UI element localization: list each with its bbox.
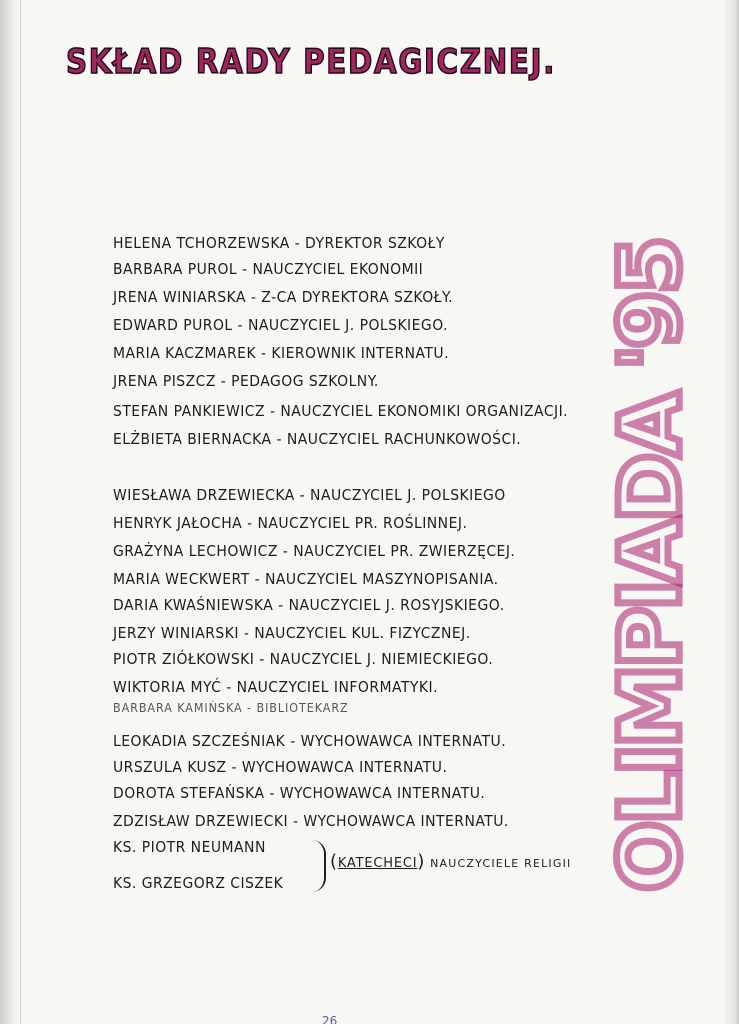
staff-row bbox=[113, 234, 445, 258]
staff-name: JRENA WINIARSKA bbox=[113, 288, 247, 306]
staff-role: NAUCZYCIEL J. POLSKIEGO bbox=[310, 486, 506, 504]
staff-name: MARIA KACZMAREK bbox=[113, 344, 257, 362]
staff-row bbox=[113, 758, 447, 782]
staff-name: HELENA TCHORZEWSKA bbox=[113, 234, 290, 252]
dash-separator: - bbox=[242, 701, 257, 715]
staff-role: NAUCZYCIEL EKONOMII bbox=[252, 260, 424, 278]
page-number: 26 bbox=[322, 1014, 338, 1024]
staff-name: JERZY WINIARSKI bbox=[113, 624, 239, 642]
staff-role: WYCHOWAWCA INTERNATU. bbox=[279, 784, 486, 802]
staff-row bbox=[113, 372, 379, 396]
staff-role: NAUCZYCIEL J. POLSKIEGO. bbox=[247, 316, 448, 334]
staff-row bbox=[113, 430, 521, 454]
paren-open: ( bbox=[330, 851, 338, 872]
dash-separator: - bbox=[277, 542, 294, 560]
stamp-text: OLIMPIADA '95 bbox=[601, 239, 699, 892]
priest-name: KS. GRZEGORZ CISZEK bbox=[113, 874, 284, 892]
dash-separator: - bbox=[273, 596, 289, 614]
staff-role: KIEROWNIK INTERNATU. bbox=[271, 344, 449, 362]
dash-separator: - bbox=[238, 624, 255, 642]
staff-role: WYCHOWAWCA INTERNATU. bbox=[241, 758, 448, 776]
staff-role: NAUCZYCIEL PR. ROŚLINNEJ. bbox=[257, 514, 468, 532]
dash-separator: - bbox=[256, 344, 272, 362]
staff-name: BARBARA PUROL bbox=[113, 260, 238, 278]
staff-role: Z-CA DYREKTORA SZKOŁY. bbox=[261, 288, 454, 306]
dash-separator: - bbox=[271, 430, 287, 448]
dash-separator: - bbox=[246, 288, 262, 306]
staff-role: NAUCZYCIEL KUL. FIZYCZNEJ. bbox=[254, 624, 471, 642]
staff-row bbox=[113, 624, 471, 648]
staff-name: JRENA PISZCZ bbox=[113, 372, 216, 390]
staff-name: HENRYK JAŁOCHA bbox=[113, 514, 243, 532]
staff-name: URSZULA KUSZ bbox=[113, 758, 227, 776]
staff-row bbox=[113, 288, 453, 312]
staff-role: BIBLIOTEKARZ bbox=[256, 701, 349, 715]
staff-name: WIKTORIA MYĆ bbox=[113, 678, 222, 696]
dash-separator: - bbox=[289, 234, 306, 252]
staff-role: NAUCZYCIEL J. ROSYJSKIEGO. bbox=[288, 596, 505, 614]
staff-row bbox=[113, 812, 509, 836]
staff-role: PEDAGOG SZKOLNY. bbox=[231, 372, 379, 390]
curly-brace bbox=[310, 840, 326, 892]
staff-row bbox=[113, 402, 568, 426]
dash-separator: - bbox=[249, 570, 265, 588]
staff-name: ELŻBIETA BIERNACKA bbox=[113, 430, 272, 448]
staff-name: WIESŁAWA DRZEWIECKA bbox=[113, 486, 295, 504]
dash-separator: - bbox=[294, 486, 311, 504]
dash-separator: - bbox=[265, 402, 281, 420]
staff-name: BARBARA KAMIŃSKA bbox=[113, 701, 243, 715]
priest-row bbox=[113, 838, 266, 862]
staff-role: WYCHOWAWCA INTERNATU. bbox=[300, 732, 507, 750]
staff-name: PIOTR ZIÓŁKOWSKI bbox=[113, 650, 255, 668]
staff-name: DARIA KWAŚNIEWSKA bbox=[113, 596, 274, 614]
staff-row bbox=[113, 732, 506, 756]
religion-role: NAUCZYCIELE RELIGII bbox=[430, 857, 572, 870]
staff-name: MARIA WECKWERT bbox=[113, 570, 250, 588]
dash-separator: - bbox=[242, 514, 258, 532]
page-title: SKŁAD RADY PEDAGICZNEJ. bbox=[66, 42, 557, 82]
dash-separator: - bbox=[285, 732, 301, 750]
staff-row bbox=[113, 596, 505, 620]
priest-row bbox=[113, 874, 283, 898]
priest-name: KS. PIOTR NEUMANN bbox=[113, 838, 266, 856]
dash-separator: - bbox=[264, 784, 280, 802]
staff-name: ZDZISŁAW DRZEWIECKI bbox=[113, 812, 289, 830]
staff-row bbox=[113, 542, 515, 566]
staff-row bbox=[113, 316, 448, 340]
dash-separator: - bbox=[215, 372, 232, 390]
dash-separator: - bbox=[254, 650, 270, 668]
staff-role: NAUCZYCIEL J. NIEMIECKIEGO. bbox=[269, 650, 494, 668]
staff-row bbox=[113, 650, 493, 674]
dash-separator: - bbox=[237, 260, 253, 278]
librarian-row bbox=[113, 701, 349, 725]
staff-name: EDWARD PUROL bbox=[113, 316, 233, 334]
dash-separator: - bbox=[288, 812, 304, 830]
staff-row bbox=[113, 486, 506, 510]
staff-name: LEOKADIA SZCZEŚNIAK bbox=[113, 732, 286, 750]
katecheci-label: KATECHECI bbox=[337, 856, 418, 871]
staff-name: STEFAN PANKIEWICZ bbox=[113, 402, 266, 420]
olimpiada-stamp bbox=[594, 92, 706, 892]
staff-role: NAUCZYCIEL INFORMATYKI. bbox=[236, 678, 438, 696]
page-right-edge bbox=[725, 0, 739, 1024]
dash-separator: - bbox=[221, 678, 237, 696]
staff-row bbox=[113, 570, 499, 594]
staff-name: DOROTA STEFAŃSKA bbox=[113, 784, 265, 802]
staff-name: GRAŻYNA LECHOWICZ bbox=[113, 542, 278, 560]
paren-close: ) bbox=[417, 851, 426, 872]
staff-role: NAUCZYCIEL EKONOMIKI ORGANIZACJI. bbox=[280, 402, 569, 420]
page-binding-edge bbox=[0, 0, 20, 1024]
staff-row bbox=[113, 678, 438, 702]
page-fold-line bbox=[20, 0, 21, 1024]
dash-separator: - bbox=[226, 758, 242, 776]
staff-row bbox=[113, 260, 423, 284]
staff-role: WYCHOWAWCA INTERNATU. bbox=[303, 812, 509, 830]
staff-row bbox=[113, 784, 485, 808]
staff-row bbox=[113, 344, 449, 368]
dash-separator: - bbox=[232, 316, 248, 334]
staff-role: NAUCZYCIEL RACHUNKOWOŚCI. bbox=[286, 430, 522, 448]
staff-role: NAUCZYCIEL MASZYNOPISANIA. bbox=[264, 570, 499, 588]
staff-role: NAUCZYCIEL PR. ZWIERZĘCEJ. bbox=[293, 542, 516, 560]
staff-role: DYREKTOR SZKOŁY bbox=[305, 234, 445, 252]
staff-row bbox=[113, 514, 467, 538]
religion-note bbox=[330, 851, 571, 872]
